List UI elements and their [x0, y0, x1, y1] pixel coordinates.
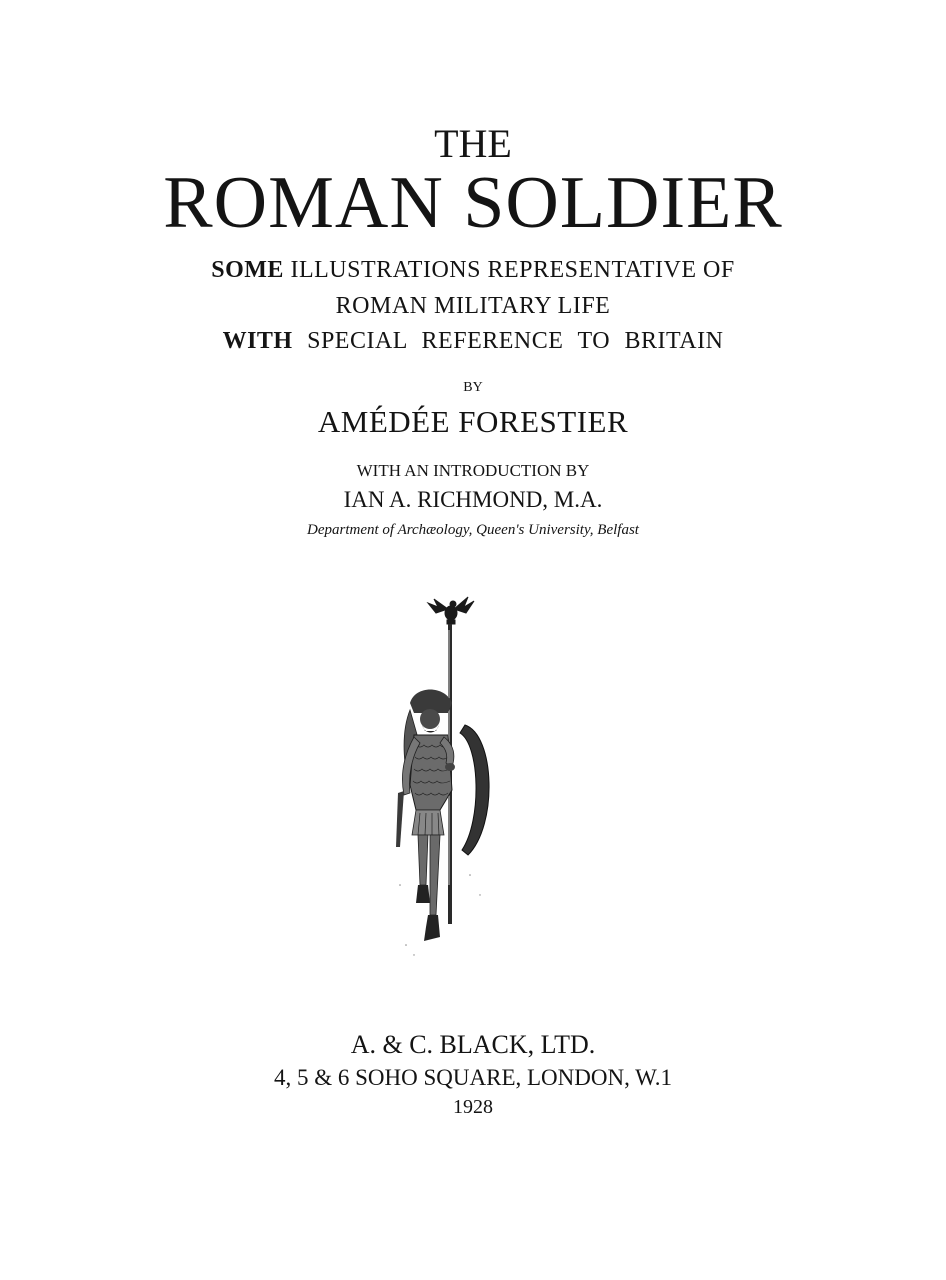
- publisher-name: A. & C. BLACK, LTD.: [350, 1030, 596, 1059]
- eagle-icon: [428, 597, 474, 624]
- introduction-label: WITH AN INTRODUCTION BY: [356, 461, 590, 480]
- publisher-address: 4, 5 & 6 SOHO SQUARE, LONDON, W.1: [273, 1065, 673, 1090]
- subtitle-line-1-rest: ILLUSTRATIONS REPRESENTATIVE OF: [283, 257, 735, 283]
- subtitle-line-1-lead: SOME: [211, 257, 284, 283]
- shield: [460, 725, 489, 855]
- subtitle-line-3-lead: WITH: [222, 328, 293, 354]
- publication-year: 1928: [453, 1096, 493, 1118]
- by-label: BY: [463, 380, 483, 395]
- book-title: ROMAN SOLDIER: [163, 162, 783, 244]
- introduction-author: IAN A. RICHMOND, M.A.: [343, 487, 603, 512]
- title-the: THE: [434, 121, 512, 166]
- author-name: AMÉDÉE FORESTIER: [317, 404, 629, 439]
- sword: [396, 791, 404, 847]
- roman-standard-bearer-illustration: [370, 585, 510, 965]
- introduction-affiliation: Department of Archæology, Queen's University, Belfast: [307, 522, 639, 538]
- subtitle-line-3: [0, 329, 946, 353]
- subtitle-line-1: [0, 258, 946, 282]
- subtitle-line-2: ROMAN MILITARY LIFE: [335, 293, 611, 319]
- subtitle-line-3-rest: SPECIAL REFERENCE TO BRITAIN: [292, 328, 724, 354]
